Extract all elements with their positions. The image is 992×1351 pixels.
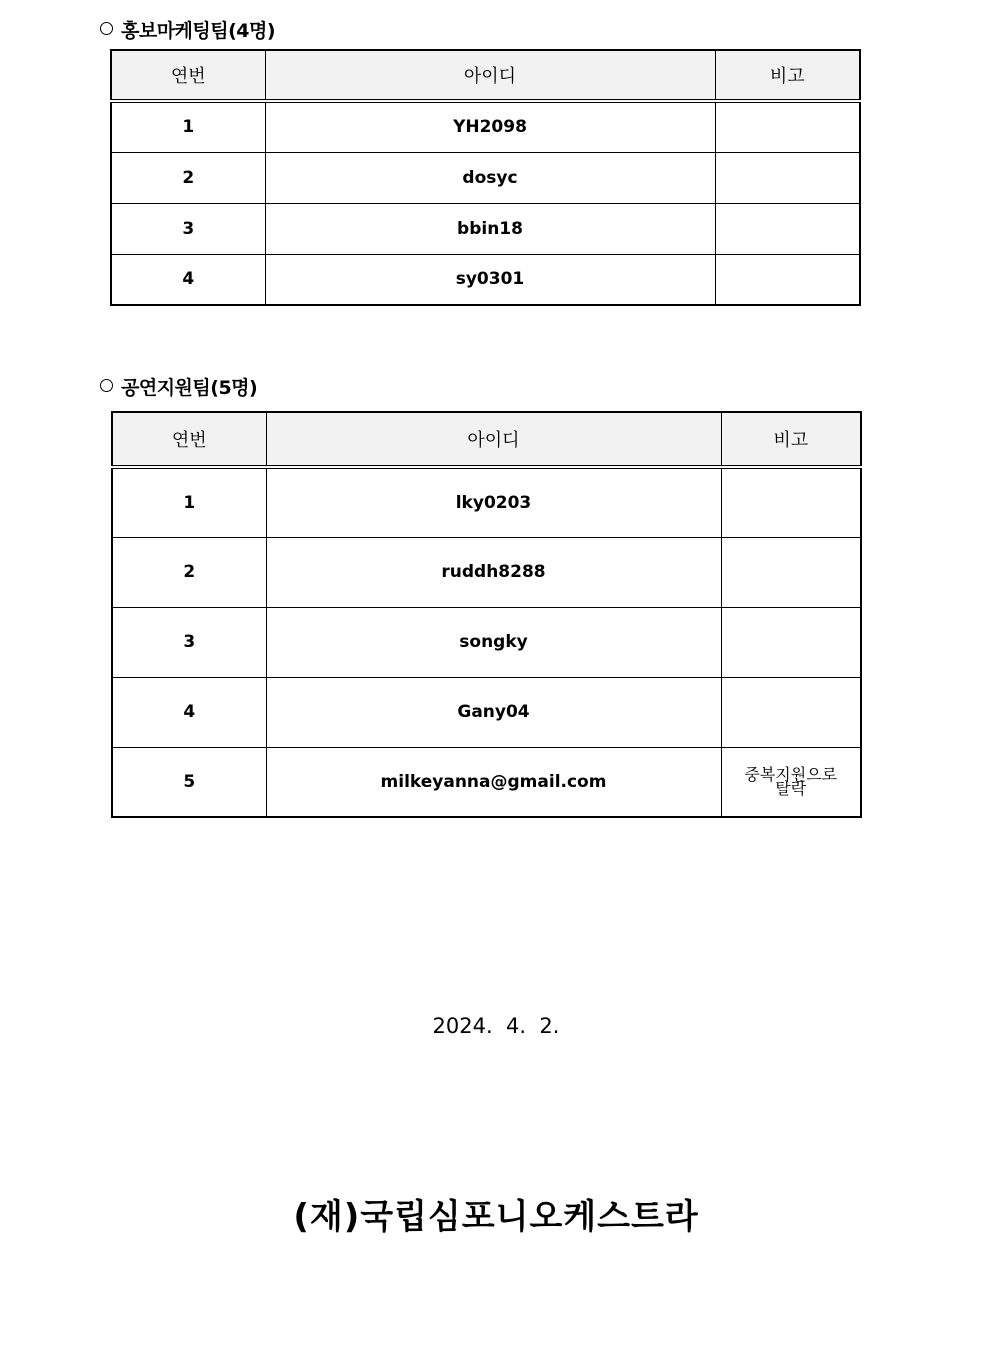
cell-id: YH2098 — [265, 101, 715, 152]
table-row — [111, 152, 860, 203]
table-row — [111, 101, 860, 152]
column-header-no: 연번 — [112, 412, 266, 467]
table-row — [112, 677, 861, 747]
cell-no: 2 — [112, 537, 266, 607]
cell-no: 5 — [112, 747, 266, 817]
cell-id: sy0301 — [265, 254, 715, 305]
table-header-row — [111, 50, 860, 101]
marketing-team-table — [110, 49, 861, 306]
circle-bullet-icon — [100, 22, 113, 35]
cell-note — [715, 203, 860, 254]
cell-id: Gany04 — [266, 677, 721, 747]
column-header-no: 연번 — [111, 50, 265, 101]
cell-no: 3 — [111, 203, 265, 254]
section-title-marketing — [100, 16, 275, 43]
cell-note — [715, 101, 860, 152]
section-title-text: 공연지원팀(5명) — [121, 377, 258, 399]
cell-no: 4 — [112, 677, 266, 747]
cell-id: songky — [266, 607, 721, 677]
note-line-2: 탈락 — [775, 778, 807, 798]
column-header-note: 비고 — [715, 50, 860, 101]
table-row — [112, 747, 861, 817]
cell-id: ruddh8288 — [266, 537, 721, 607]
cell-id: lky0203 — [266, 467, 721, 537]
table-row — [111, 254, 860, 305]
column-header-note: 비고 — [721, 412, 861, 467]
cell-note — [715, 152, 860, 203]
column-header-id: 아이디 — [265, 50, 715, 101]
cell-note — [715, 254, 860, 305]
cell-note — [721, 747, 861, 817]
cell-note — [721, 537, 861, 607]
column-header-id: 아이디 — [266, 412, 721, 467]
section-title-performance-support — [100, 373, 257, 400]
performance-support-team-table — [111, 411, 862, 818]
cell-no: 3 — [112, 607, 266, 677]
cell-id: dosyc — [265, 152, 715, 203]
cell-no: 2 — [111, 152, 265, 203]
table-row — [112, 467, 861, 537]
cell-id: milkeyanna@gmail.com — [266, 747, 721, 817]
cell-no: 1 — [112, 467, 266, 537]
cell-no: 1 — [111, 101, 265, 152]
note-line-1: 중복지원으로 — [744, 764, 838, 784]
table-row — [112, 607, 861, 677]
cell-id: bbin18 — [265, 203, 715, 254]
organization-name: (재)국립심포니오케스트라 — [293, 1197, 699, 1237]
section-title-text: 홍보마케팅팀(4명) — [121, 20, 276, 42]
table-header-row — [112, 412, 861, 467]
table-row — [112, 537, 861, 607]
circle-bullet-icon — [100, 379, 113, 392]
cell-note — [721, 467, 861, 537]
cell-note — [721, 607, 861, 677]
table-row — [111, 203, 860, 254]
cell-note — [721, 677, 861, 747]
document-date: 2024. 4. 2. — [432, 1014, 560, 1038]
cell-no: 4 — [111, 254, 265, 305]
